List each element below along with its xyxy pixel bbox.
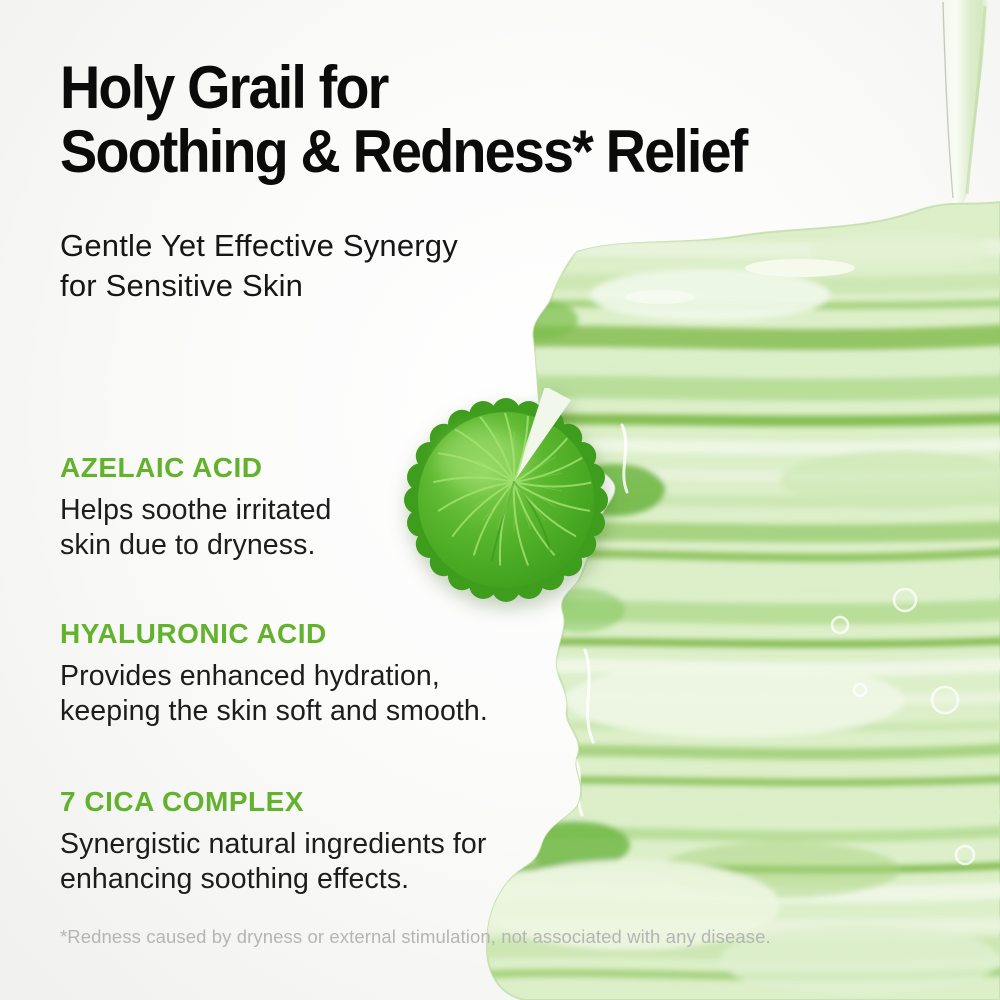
- ingredient-body-line-2: enhancing soothing effects.: [60, 863, 410, 895]
- subtitle-line-2: for Sensitive Skin: [60, 268, 304, 303]
- ingredient-section-7-cica-complex: [60, 785, 486, 897]
- ingredient-body: [60, 493, 332, 563]
- ingredient-body-line-2: keeping the skin soft and smooth.: [60, 695, 488, 727]
- subtitle: [60, 226, 458, 306]
- ingredient-section-azelaic-acid: [60, 451, 332, 563]
- ingredient-body-line-2: skin due to dryness.: [60, 529, 316, 561]
- subtitle-line-1: Gentle Yet Effective Synergy: [60, 228, 458, 263]
- ingredient-body-line-1: Provides enhanced hydration,: [60, 660, 440, 692]
- headline-line-2: Soothing & Redness* Relief: [60, 118, 747, 185]
- ingredient-heading: HYALURONIC ACID: [60, 618, 327, 649]
- ingredient-section-hyaluronic-acid: [60, 617, 488, 729]
- ingredient-heading: 7 CICA COMPLEX: [60, 786, 304, 817]
- headline: [60, 56, 746, 184]
- ingredient-body: [60, 659, 488, 729]
- footnote: *Redness caused by dryness or external stimulation, not associated with any disease.: [60, 926, 771, 947]
- ingredient-heading: AZELAIC ACID: [60, 452, 263, 483]
- ingredient-body-line-1: Synergistic natural ingredients for: [60, 828, 487, 860]
- ingredient-body: [60, 827, 486, 897]
- ingredient-body-line-1: Helps soothe irritated: [60, 494, 332, 526]
- headline-line-1: Holy Grail for: [60, 54, 388, 121]
